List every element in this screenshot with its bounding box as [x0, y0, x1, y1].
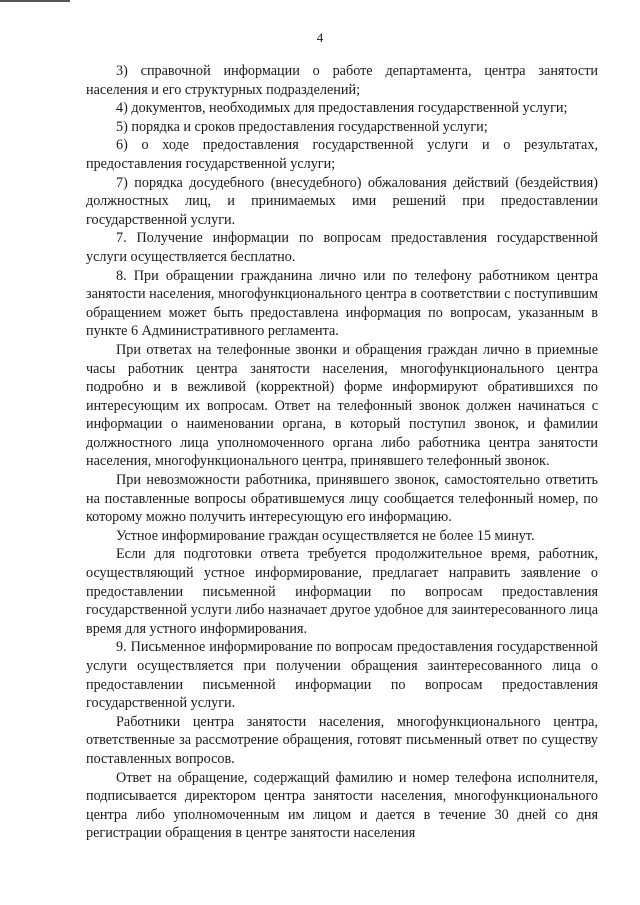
paragraph-item-5: 5) порядка и сроков предоставления государственной услуги; — [116, 118, 488, 135]
paragraph-written-answer: Работники центра занятости населения, многофункционального центра, ответственные за рассмотрение обращения, готовят письменный ответ по существу поставленных вопросов. — [86, 713, 598, 767]
paragraph-phone-answers: При ответах на телефонные звонки и обращения граждан лично в приемные часы работник центра занятости населения, многофункционального центра подробно и в вежливой (корректной) форме информируют обратившихся по интересующим их вопросам. Ответ на телефонный звонок должен начинаться с информации о наименовании органа, в который поступил звонок, и фамилии должностного лица уполномоченного органа либо работника центра занятости населения, многофункционального центра, принявшего телефонный звонок. — [86, 341, 598, 470]
page-number: 4 — [316, 30, 324, 45]
paragraph-item-7: 7) порядка досудебного (внесудебного) обжалования действий (бездействия) должностных лиц, и принимаемых ими решений при предоставлении государственной услуги. — [86, 174, 598, 228]
paragraph-oral-duration: Устное информирование граждан осуществляется не более 15 минут. — [116, 527, 535, 544]
paragraph-long-preparation: Если для подготовки ответа требуется продолжительное время, работник, осуществляющий устное информирование, предлагает направить заявление о предоставлении письменной информации по вопросам предоставления государственной услуги либо назначает другое удобное для заинтересованного лица время для устного информирования. — [86, 546, 598, 637]
paragraph-item-6: 6) о ходе предоставления государственной услуги и о результатах, предоставления государственной услуги; — [86, 137, 598, 172]
document-body — [86, 62, 598, 843]
paragraph-inability: При невозможности работника, принявшего звонок, самостоятельно ответить на поставленные вопросы обратившемуся лицу сообщается телефонный номер, по которому можно получить интересующую его информацию. — [86, 472, 598, 526]
paragraph-answer-signing: Ответ на обращение, содержащий фамилию и номер телефона исполнителя, подписывается директором центра занятости населения, многофункционального центра либо уполномоченным им лицом и дается в течение 30 дней со дня регистрации обращения в центре занятости населения — [86, 769, 598, 842]
paragraph-item-4: 4) документов, необходимых для предоставления государственной услуги; — [116, 100, 568, 117]
header-rule — [0, 0, 70, 2]
paragraph-clause-9: 9. Письменное информирование по вопросам предоставления государственной услуги осуществляется при получении обращения заинтересованного лица о предоставлении письменной информации по вопросам предоставления государственной услуги. — [86, 639, 598, 712]
paragraph-item-3: 3) справочной информации о работе департамента, центра занятости населения и его структурных подразделений; — [86, 63, 598, 98]
paragraph-clause-8: 8. При обращении гражданина лично или по телефону работником центра занятости населения, многофункционального центра в соответствии с поступившим обращением может быть предоставлена информация по вопросам, указанным в пункте 6 Административного регламента. — [86, 267, 598, 340]
paragraph-clause-7: 7. Получение информации по вопросам предоставления государственной услуги осуществляется бесплатно. — [86, 230, 598, 265]
